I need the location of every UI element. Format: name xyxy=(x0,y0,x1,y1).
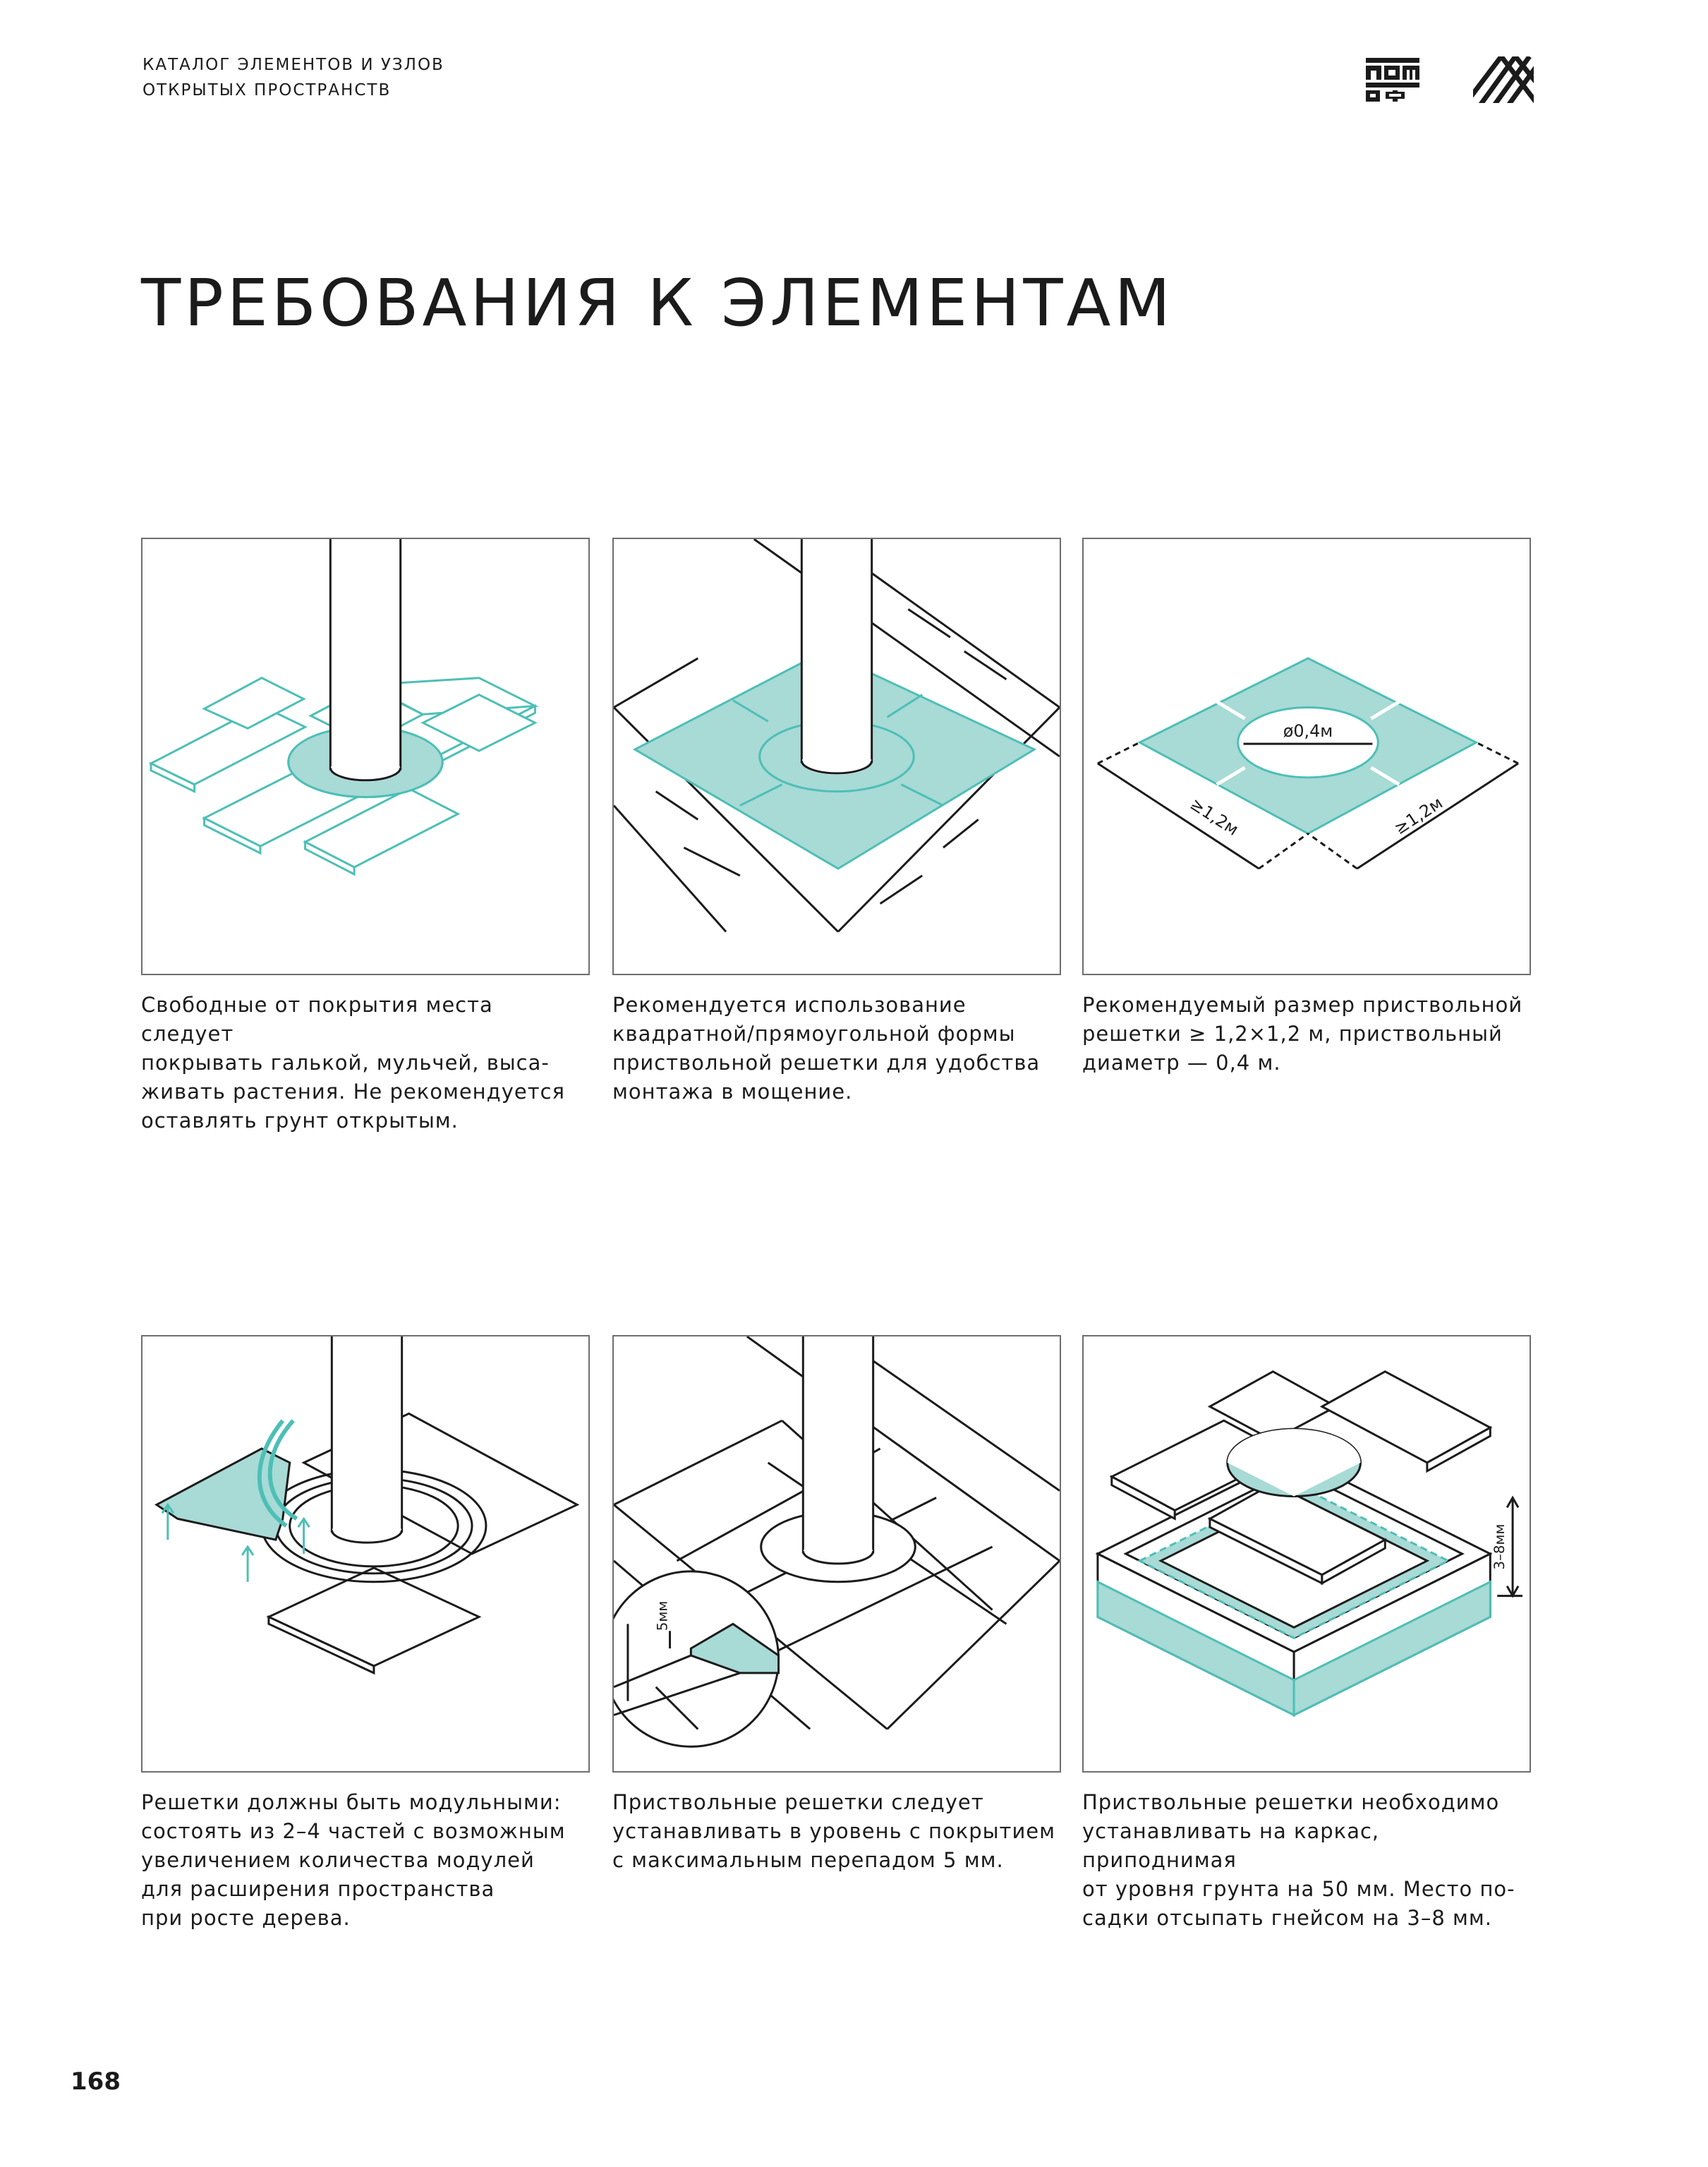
caption-line: покрывать галькой, мульчей, выса- xyxy=(141,1051,550,1075)
width-left-label: ≥1,2м xyxy=(1186,794,1242,840)
caption-line: Свободные от покрытия места следует xyxy=(141,993,493,1046)
caption-4 xyxy=(141,1788,593,1933)
catalog-header xyxy=(143,52,444,103)
panel-illustration-5 xyxy=(612,1335,1061,1773)
panel-illustration-3 xyxy=(1082,538,1531,975)
caption-line: монтажа в мощение. xyxy=(612,1080,853,1104)
panel-illustration-6 xyxy=(1082,1335,1531,1773)
caption-line: устанавливать в уровень с покрытием xyxy=(612,1819,1056,1843)
caption-line: Приствольные решетки необходимо xyxy=(1082,1790,1500,1814)
width-right-label: ≥1,2м xyxy=(1391,792,1447,839)
caption-line: Рекомендуемый размер приствольной xyxy=(1082,993,1523,1017)
caption-1 xyxy=(141,991,593,1135)
caption-2 xyxy=(612,991,1064,1106)
panel-illustration-2 xyxy=(612,538,1061,975)
caption-line: увеличением количества модулей xyxy=(141,1848,535,1872)
panel-illustration-4 xyxy=(141,1335,590,1773)
header-line-2: ОТКРЫТЫХ ПРОСТРАНСТВ xyxy=(143,81,392,99)
caption-line: для расширения пространства xyxy=(141,1877,495,1901)
caption-line: садки отсыпать гнейсом на 3–8 мм. xyxy=(1082,1906,1492,1930)
caption-line: с максимальным перепадом 5 мм. xyxy=(612,1848,1004,1872)
caption-3 xyxy=(1082,991,1534,1078)
pattern-logo xyxy=(1473,56,1534,103)
caption-line: решетки ≥ 1,2×1,2 м, приствольный xyxy=(1082,1022,1503,1046)
caption-line: при росте дерева. xyxy=(141,1906,351,1930)
diameter-label: ø0,4м xyxy=(1283,721,1333,742)
caption-line: Приствольные решетки следует xyxy=(612,1790,984,1814)
caption-line: устанавливать на каркас, приподнимая xyxy=(1082,1819,1380,1872)
caption-line: живать растения. Не рекомендуется xyxy=(141,1080,565,1104)
dom-rf-logo xyxy=(1364,56,1421,103)
page-title: ТРЕБОВАНИЯ К ЭЛЕМЕНТАМ xyxy=(141,265,1174,341)
caption-line: Рекомендуется использование xyxy=(612,993,967,1017)
caption-line: от уровня грунта на 50 мм. Место по- xyxy=(1082,1877,1515,1901)
page-number: 168 xyxy=(71,2068,121,2096)
caption-line: состоять из 2–4 частей с возможным xyxy=(141,1819,566,1843)
gap-label: 5мм xyxy=(654,1600,671,1631)
caption-6 xyxy=(1082,1788,1534,1933)
caption-line: квадратной/прямоугольной формы xyxy=(612,1022,1016,1046)
caption-line: Решетки должны быть модульными: xyxy=(141,1790,562,1814)
caption-5 xyxy=(612,1788,1064,1875)
caption-line: оставлять грунт открытым. xyxy=(141,1109,459,1133)
caption-line: диаметр — 0,4 м. xyxy=(1082,1051,1281,1075)
caption-line: приствольной решетки для удобства xyxy=(612,1051,1041,1075)
header-line-1: КАТАЛОГ ЭЛЕМЕНТОВ И УЗЛОВ xyxy=(143,56,444,74)
panel-illustration-1 xyxy=(141,538,590,975)
depth-label: 3–8мм xyxy=(1491,1523,1508,1570)
